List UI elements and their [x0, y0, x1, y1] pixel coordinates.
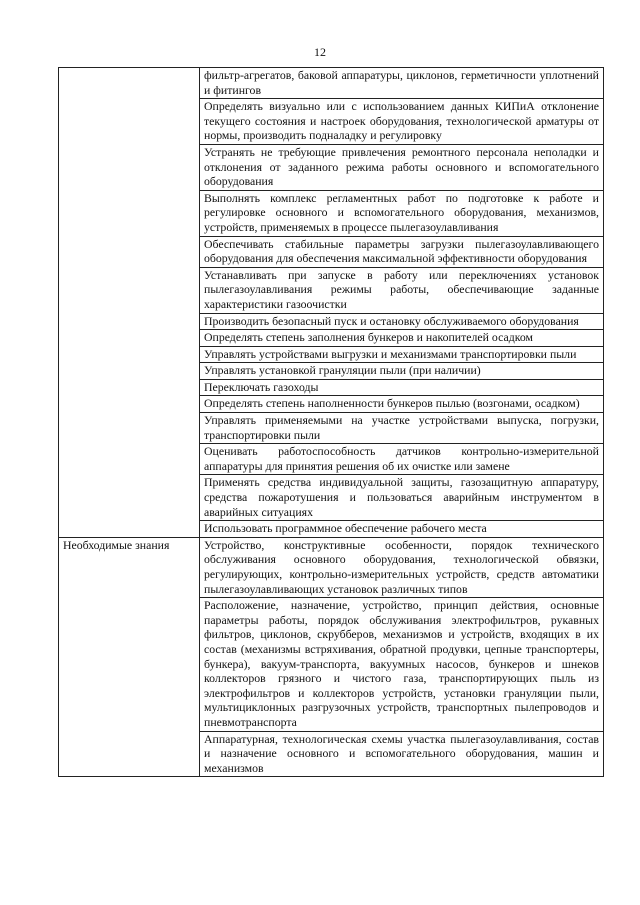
item-cell — [200, 330, 604, 347]
item-text: Устанавливать при запуске в работу или переключениях установок пылегазоулавливания режимы работы, обеспечивающие заданные характеристики газоочистки — [204, 267, 599, 311]
item-text: Оценивать работоспособность датчиков контрольно-измерительной аппаратуры для принятия решения об их очистке или замене — [204, 444, 599, 473]
item-text: Управлять применяемыми на участке устройствами выпуска, погрузки, транспортировки пыли — [204, 413, 599, 442]
item-cell — [200, 267, 604, 313]
item-cell — [200, 731, 604, 777]
item-cell — [200, 537, 604, 597]
item-text: Производить безопасный пуск и остановку обслуживаемого оборудования — [204, 313, 579, 328]
item-text: Определять степень заполнения бункеров и накопителей осадком — [204, 330, 533, 345]
item-cell — [200, 413, 604, 444]
item-text: Аппаратурная, технологическая схемы участка пылегазоулавливания, состав и назначение основного и вспомогательного оборудования, машин и механизмов — [204, 731, 599, 775]
item-text: Обеспечивать стабильные параметры загрузки пылегазоулавливающего оборудования для обеспечения максимальной эффективности оборудования — [204, 236, 599, 266]
item-cell — [200, 444, 604, 475]
item-text: Устранять не требующие привлечения ремонтного персонала неполадки и отклонения от заданного режима работы основного и вспомогательного оборудования — [204, 144, 599, 189]
item-text: Определять степень наполненности бункеров пылью (возгонами, осадком) — [204, 396, 580, 411]
table-body — [59, 68, 604, 777]
item-cell — [200, 313, 604, 330]
item-text: Устройство, конструктивные особенности, порядок технического обслуживания основного оборудования, технологической обвязки, регулирующих, контрольно-измерительных устройств, средств автоматики пылегазоулавливающих установок различных типов — [204, 537, 599, 596]
item-cell — [200, 144, 604, 190]
item-text: фильтр-агрегатов, баковой аппаратуры, циклонов, герметичности уплотнений и фитингов — [204, 68, 599, 97]
table-row — [59, 68, 604, 99]
item-cell — [200, 68, 604, 99]
item-cell — [200, 190, 604, 236]
item-text: Выполнять комплекс регламентных работ по подготовке к работе и регулировке основного и вспомогательного оборудования, механизмов, устройств, применяемых в процессе пылегазоулавливания — [204, 190, 599, 234]
item-text: Определять визуально или с использованием данных КИПиА отклонение текущего состояния и настроек оборудования, технологической арматуры от нормы, производить подналадку и регулировку — [204, 99, 599, 143]
item-cell — [200, 475, 604, 521]
section-label-knowledge: Необходимые знания — [59, 537, 200, 777]
item-cell — [200, 521, 604, 538]
left-label-cell — [59, 68, 200, 538]
item-cell — [200, 236, 604, 267]
item-cell — [200, 346, 604, 363]
item-cell — [200, 396, 604, 413]
item-text: Управлять устройствами выгрузки и механизмами транспортировки пыли — [204, 346, 577, 361]
table-row — [59, 537, 604, 597]
requirements-table — [58, 67, 604, 777]
page-number: 12 — [314, 45, 326, 59]
item-text: Управлять установкой грануляции пыли (при наличии) — [204, 363, 481, 378]
item-cell — [200, 99, 604, 145]
item-text: Применять средства индивидуальной защиты, газозащитную аппаратуру, средства пожаротушения и пользоваться аварийным инструментом в аварийных ситуациях — [204, 475, 599, 519]
item-text: Расположение, назначение, устройство, принцип действия, основные параметры работы, порядок обслуживания электрофильтров, рукавных фильтров, циклонов, скрубберов, механизмов и устройств, входящих в их состав (механизмы встряхивания, обратной продувки, цепные транспортеры, бункера), вакуум-транспорта, вакуумных насосов, бункеров и шнеков коллекторов грязного и чистого газа, транспортирующих пыль из электрофильтров и коллекторов устройств, установки грануляции пыли, мультициклонных разгрузочных устройств, транспортных пылепроводов и пневмотранспорта — [204, 598, 599, 729]
item-cell — [200, 363, 604, 380]
item-cell — [200, 379, 604, 396]
item-text: Переключать газоходы — [204, 379, 319, 394]
item-text: Использовать программное обеспечение рабочего места — [204, 521, 487, 536]
item-cell — [200, 598, 604, 731]
